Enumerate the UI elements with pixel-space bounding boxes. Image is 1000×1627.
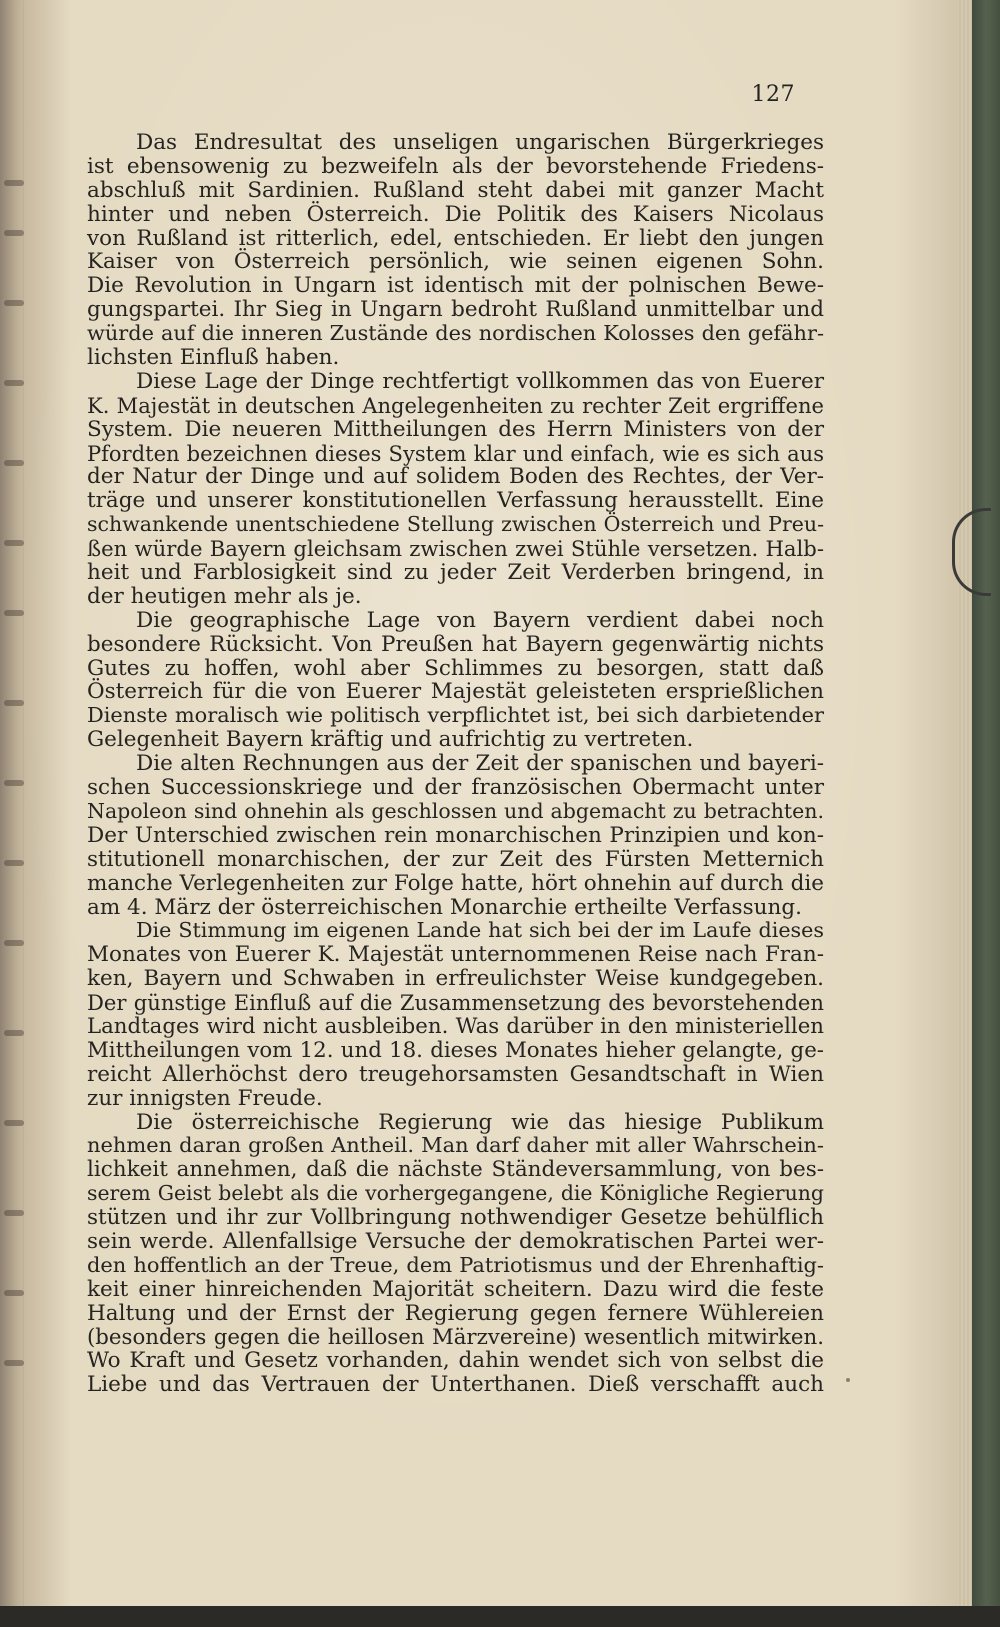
text-line: keit einer hinreichenden Majorität scheitern. Dazu wird die feste [87,1276,824,1302]
text-line: Haltung und der Ernst der Regierung gegen fernere Wühlereien [87,1300,824,1326]
text-line: ist ebensowenig zu bezweifeln als der bevorstehende Friedens- [87,153,824,179]
text-line: gungspartei. Ihr Sieg in Ungarn bedroht Rußland unmittelbar und [87,297,824,323]
text-line: schen Successionskriege und der französischen Obermacht unter [87,775,824,801]
text-line: der heutigen mehr als je. [87,583,362,609]
paper-speck [846,1378,850,1382]
book-page [24,0,972,1612]
text-line: der Natur der Dinge und auf solidem Boden des Rechtes, der Ver- [87,464,824,490]
text-line: (besonders gegen die heillosen Märzvereine) wesentlich mitwirken. [87,1324,824,1350]
text-line: sein werde. Allenfallsige Versuche der demokratischen Partei wer- [87,1228,824,1254]
text-line: reicht Allerhöchst dero treugehorsamsten Gesandtschaft in Wien [87,1061,824,1087]
text-line: Der günstige Einfluß auf die Zusammensetzung des bevorstehenden [87,990,824,1016]
text-line: Liebe und das Vertrauen der Unterthanen. Dieß verschafft auch [87,1372,824,1398]
text-line: Die Stimmung im eigenen Lande hat sich bei der im Laufe dieses [136,918,824,943]
text-line: Landtages wird nicht ausbleiben. Was darüber in den ministeriellen [87,1013,824,1039]
text-line: von Rußland ist ritterlich, edel, entschieden. Er liebt den jungen [87,225,824,251]
text-line: heit und Farblosigkeit sind zu jeder Zeit Verderben bringend, in [87,560,824,586]
text-line: lichkeit annehmen, daß die nächste Ständeversammlung, von bes- [87,1157,824,1183]
text-line: Dienste moralisch wie politisch verpflichtet ist, bei sich darbietender [87,703,824,728]
text-line: nehmen daran großen Antheil. Man darf daher mit aller Wahrschein- [87,1133,824,1158]
text-line: Pfordten bezeichnen dieses System klar und einfach, wie es sich aus [87,440,824,466]
text-line: Die österreichische Regierung wie das hiesige Publikum [136,1109,824,1135]
text-line: Wo Kraft und Gesetz vorhanden, dahin wendet sich von selbst die [87,1348,824,1374]
text-line: zur innigsten Freude. [87,1085,323,1111]
text-line: System. Die neueren Mittheilungen des Herrn Ministers von der [87,416,824,442]
text-line: serem Geist belebt als die vorhergegangene, die Königliche Regierung [87,1181,824,1206]
page-stack-edge [958,0,972,1606]
text-line: Gelegenheit Bayern kräftig und aufrichtig zu vertreten. [87,727,694,753]
body-text [87,131,824,1397]
text-line: Der Unterschied zwischen rein monarchischen Prinzipien und kon- [87,822,824,848]
text-line: ken, Bayern und Schwaben in erfreulichster Weise kundgegeben. [87,966,824,992]
text-line: Napoleon sind ohnehin als geschlossen und abgemacht zu betrachten. [87,798,824,823]
text-line: Kaiser von Österreich persönlich, wie seinen eigenen Sohn. [87,249,824,275]
text-line: Österreich für die von Euerer Majestät geleisteten ersprießlichen [87,679,824,705]
text-line: träge und unserer konstitutionellen Verfassung herausstellt. Eine [87,488,824,514]
text-line: Mittheilungen vom 12. und 18. dieses Monates hieher gelangte, ge- [87,1037,824,1063]
text-line: Gutes zu hoffen, wohl aber Schlimmes zu besorgen, statt daß [87,655,824,681]
book-cover [972,0,1000,1627]
text-line: stützen und ihr zur Vollbringung nothwendiger Gesetze behülflich [87,1205,824,1231]
text-line: stitutionell monarchischen, der zur Zeit des Fürsten Metternich [87,846,824,872]
page-number: 127 [751,82,795,107]
text-line: Monates von Euerer K. Majestät unternommenen Reise nach Fran- [87,942,824,968]
text-line: manche Verlegenheiten zur Folge hatte, hört ohnehin auf durch die [87,870,824,896]
text-line: Die geographische Lage von Bayern verdient dabei noch [136,607,824,633]
text-line: Diese Lage der Dinge rechtfertigt vollkommen das von Euerer [136,368,824,394]
text-line: schwankende unentschiedene Stellung zwischen Österreich und Preu- [87,512,824,537]
text-line: Die Revolution in Ungarn ist identisch mit der polnischen Bewe- [87,273,824,299]
text-line: Die alten Rechnungen aus der Zeit der spanischen und bayeri- [136,751,824,777]
text-line: hinter und neben Österreich. Die Politik des Kaisers Nicolaus [87,201,824,227]
text-line: K. Majestät in deutschen Angelegenheiten zu rechter Zeit ergriffene [87,392,824,418]
text-line: Das Endresultat des unseligen ungarischen Bürgerkrieges [136,130,824,155]
text-line: den hoffentlich an der Treue, dem Patriotismus und der Ehrenhaftig- [87,1252,824,1277]
text-line: besondere Rücksicht. Von Preußen hat Bayern gegenwärtig nichts [87,631,824,657]
text-line: abschluß mit Sardinien. Rußland steht dabei mit ganzer Macht [87,177,824,203]
text-line: lichsten Einfluß haben. [87,345,340,371]
text-line: am 4. März der österreichischen Monarchie ertheilte Verfassung. [87,894,802,920]
text-line: würde auf die inneren Zustände des nordischen Kolosses den gefähr- [87,321,824,346]
text-line: ßen würde Bayern gleichsam zwischen zwei Stühle versetzen. Halb- [87,536,824,562]
scan-background [0,1606,1000,1627]
